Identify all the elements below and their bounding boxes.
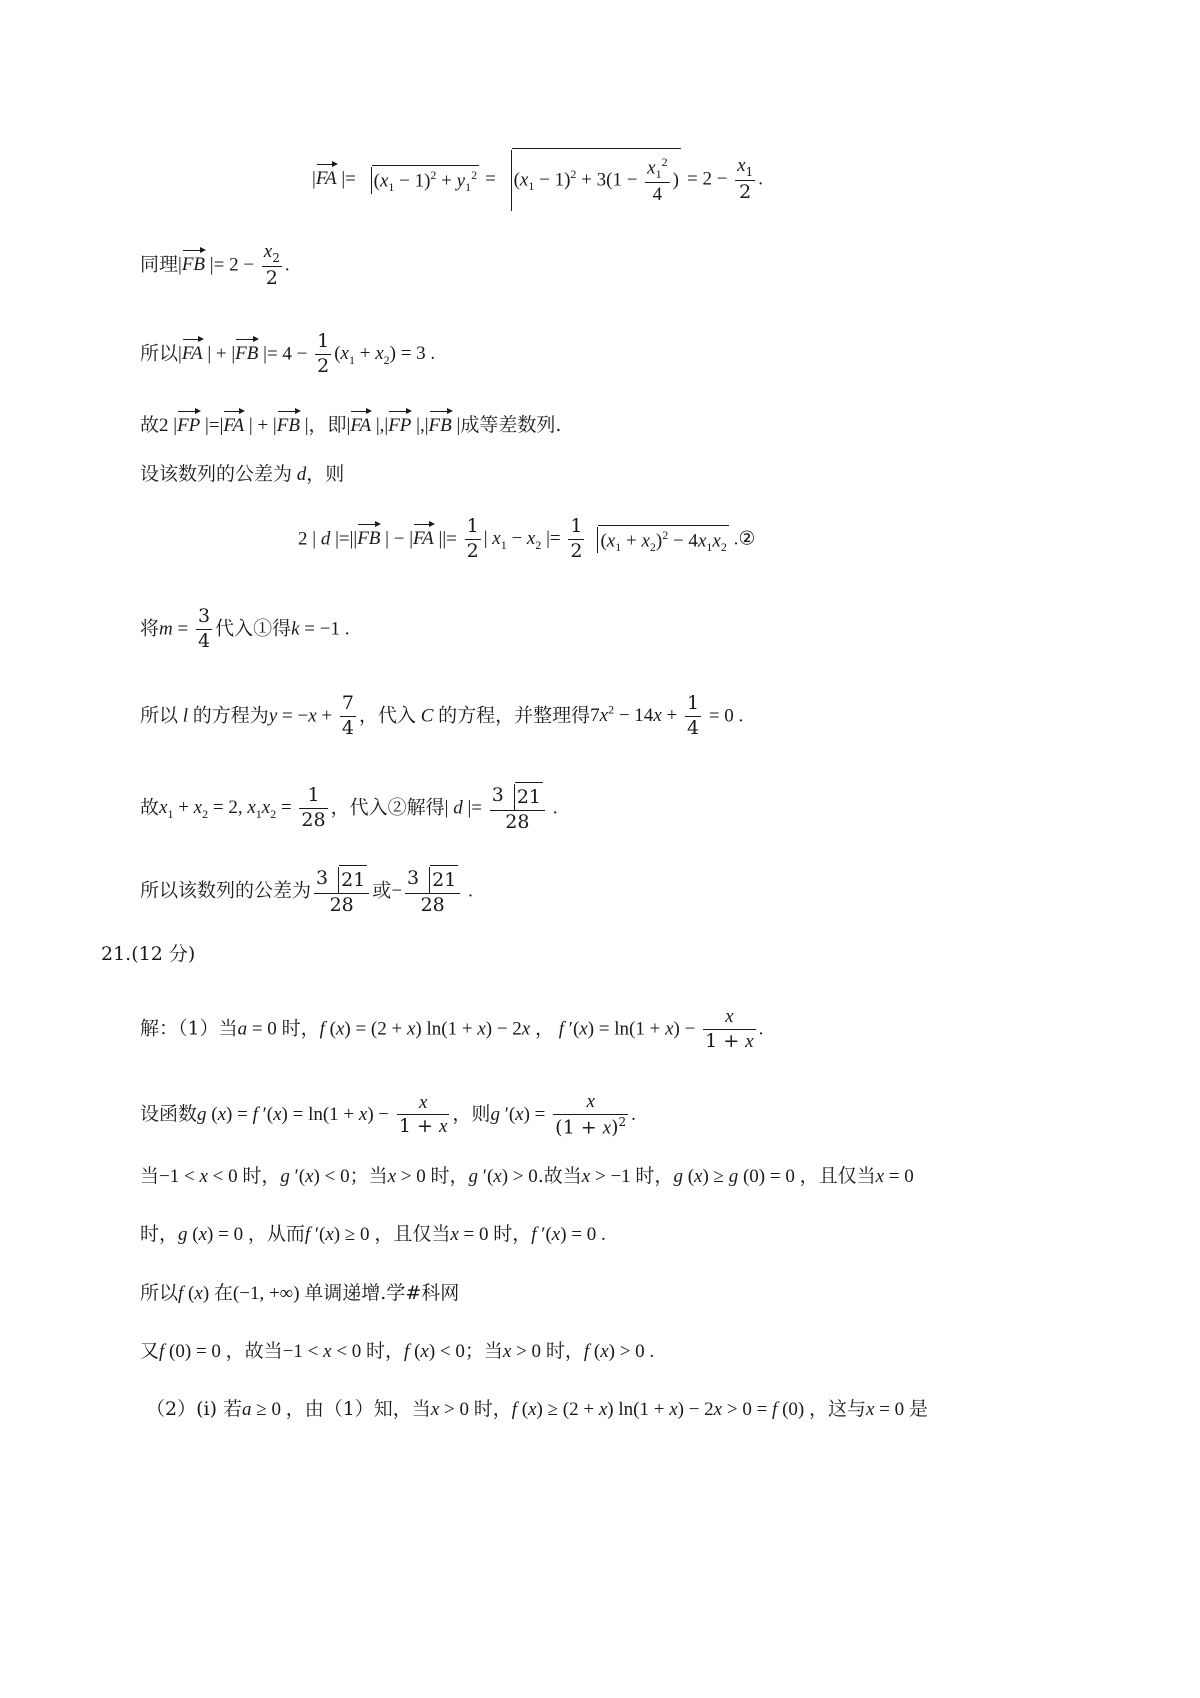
text-suoyi-l: 所以 <box>140 704 179 727</box>
text-dairu: 代入①得 <box>215 617 292 640</box>
text-zai: 在 <box>213 1282 233 1304</box>
substitute-m-line: 将m = $\frac{3}{4}$ 代入①得k = −1 . <box>140 605 350 652</box>
text-fangchengwei: 的方程为 <box>192 704 269 727</box>
text-ze: ，则 <box>306 463 345 485</box>
text-you1: ，由（1）知，当 <box>285 1398 431 1420</box>
text-gudang: .故当 <box>537 1165 582 1187</box>
text-jiede: ，代入②解得 <box>330 796 445 819</box>
text-jiang: 将 <box>140 617 160 640</box>
arithmetic-sequence-line: 故2 |FP |=|FA | + |FB |，即|FA |,|FP |,|FB |成等差数列. <box>140 410 561 435</box>
text-shi: 时， <box>281 1017 320 1040</box>
text-shi7: 时， <box>366 1340 405 1362</box>
text-suoyi: 所以 <box>140 342 179 365</box>
text-congerr: ，从而 <box>247 1223 305 1245</box>
text-shi4: 时， <box>635 1165 674 1187</box>
text-suoyi-d: 所以该数列的公差为 <box>140 879 312 902</box>
question-21-heading <box>101 945 195 964</box>
text-shi8: 时， <box>545 1340 584 1362</box>
text-ze2: ，则 <box>452 1102 491 1125</box>
final-difference-line: 所以该数列的公差为 $\frac{3 21}{28}$ 或− $\frac{3 21}{28}$ . <box>140 866 473 916</box>
difference-equation-2: 2 | d |=||FB | − |FA ||= $\frac{1}{2}$ | $x_1 - x_2$ |= $\frac{1}{2}$ $(x_1 + x_2)^2 - 4x_1x_2$ .② <box>298 515 756 562</box>
text-gudang2: ，故当 <box>225 1340 283 1362</box>
text-dandiao: 单调递增.学#科网 <box>304 1282 460 1304</box>
text-you: 又 <box>140 1340 160 1362</box>
vieta-line: 故$x_1 + x_2 = 2$, $x_1x_2$ = $\frac{1}{28}$ ，代入②解得| d |= $\frac{3 21}{28}$ . <box>140 783 558 833</box>
f-monotonic-line: 所以f (x) 在(−1, +∞) 单调递增.学#科网 <box>140 1282 460 1304</box>
text-shegai: 设该数列的公差为 <box>140 463 293 485</box>
text-dang3: ；当 <box>464 1340 503 1362</box>
text-qiejindang2: ，且仅当 <box>374 1223 451 1245</box>
text-shi5: 时， <box>140 1223 179 1245</box>
g-function-line: 设函数g (x) = f ′(x) = ln(1 + x) − $\frac{x}{1 + x}$ ，则g ′(x) = $\frac{x}{(1 + x)^2}$ . <box>140 1091 636 1139</box>
text-shi9: 时， <box>473 1398 512 1420</box>
fa-magnitude-equation: |FA |= $(x_1 - 1)^2 + y_1^2 = (x_1 - 1)^2 + 3(1$ − $\frac{x_1^2}{4}$ ) = 2 − $\frac{x_1}{2}$ . <box>312 148 763 211</box>
text-part2: （2）(ⅰ) 若 <box>146 1398 243 1420</box>
f-prime-nonneg-line: 时，g (x) = 0 ，从而f ′(x) ≥ 0 ，且仅当x = 0 时，f ′(x) = 0 . <box>140 1223 606 1245</box>
text-shi3: 时， <box>430 1165 469 1187</box>
text-dang2: ；当 <box>349 1165 388 1187</box>
text-jie: 解：（1）当 <box>140 1017 238 1040</box>
text-shi6: 时， <box>493 1223 532 1245</box>
f-sign-line: 又f (0) = 0 ，故当−1 < x < 0 时，f (x) < 0；当x > 0 时，f (x) > 0 . <box>140 1340 655 1362</box>
common-difference-intro: 设该数列的公差为 d，则 <box>140 463 345 485</box>
fb-magnitude-line: 同理|FB |= 2 − $\frac{x_2}{2}$ . <box>140 241 290 289</box>
text-ji: ，即 <box>308 414 347 436</box>
text-shehanshu: 设函数 <box>140 1102 198 1125</box>
solution-part1-line: 解：（1）当a = 0 时，f (x) = (2 + x) ln(1 + x) − 2x ， f ′(x) = ln(1 + x) − $\frac{x}{1 + x}$ . <box>140 1006 764 1052</box>
text-gu: 故 <box>140 414 160 436</box>
text-tongli: 同理 <box>140 253 179 276</box>
text-shi2: 时， <box>242 1165 281 1187</box>
text-suoyi-f: 所以 <box>140 1282 179 1304</box>
sum-magnitude-line: 所以|FA | + |FB |= 4 − $\frac{1}{2}$ $(x_1 + x_2) = 3$ . <box>140 330 436 377</box>
text-qiejindang: ，且仅当 <box>799 1165 876 1187</box>
text-huo: 或 <box>372 879 392 902</box>
text-dang: 当 <box>140 1165 160 1187</box>
text-dairu-c: ，代入 <box>358 704 416 727</box>
text-gu2: 故 <box>140 796 160 819</box>
text-chengdengcha: 成等差数列. <box>460 414 562 436</box>
text-shi-end: 是 <box>908 1398 928 1420</box>
g-sign-analysis-line: 当−1 < x < 0 时，g ′(x) < 0；当x > 0 时，g ′(x) > 0.故当x > −1 时，g (x) ≥ g (0) = 0 ，且仅当x = 0 <box>140 1165 914 1187</box>
text-zheyu: ，这与 <box>808 1398 866 1420</box>
text-q21: 21.(12 分) <box>101 943 196 965</box>
text-zhengli: 的方程，并整理得 <box>438 704 591 727</box>
line-equation-l: 所以 l 的方程为y = −x + $\frac{7}{4}$ ，代入 C 的方程，并整理得$7x^2 - 14x$ + $\frac{1}{4}$ = 0 . <box>140 692 744 739</box>
part2-line: （2）(ⅰ) 若a ≥ 0 ，由（1）知，当x > 0 时，f (x) ≥ (2 + x) ln(1 + x) − 2x > 0 = f (0) ，这与x = 0 是 <box>146 1398 928 1420</box>
